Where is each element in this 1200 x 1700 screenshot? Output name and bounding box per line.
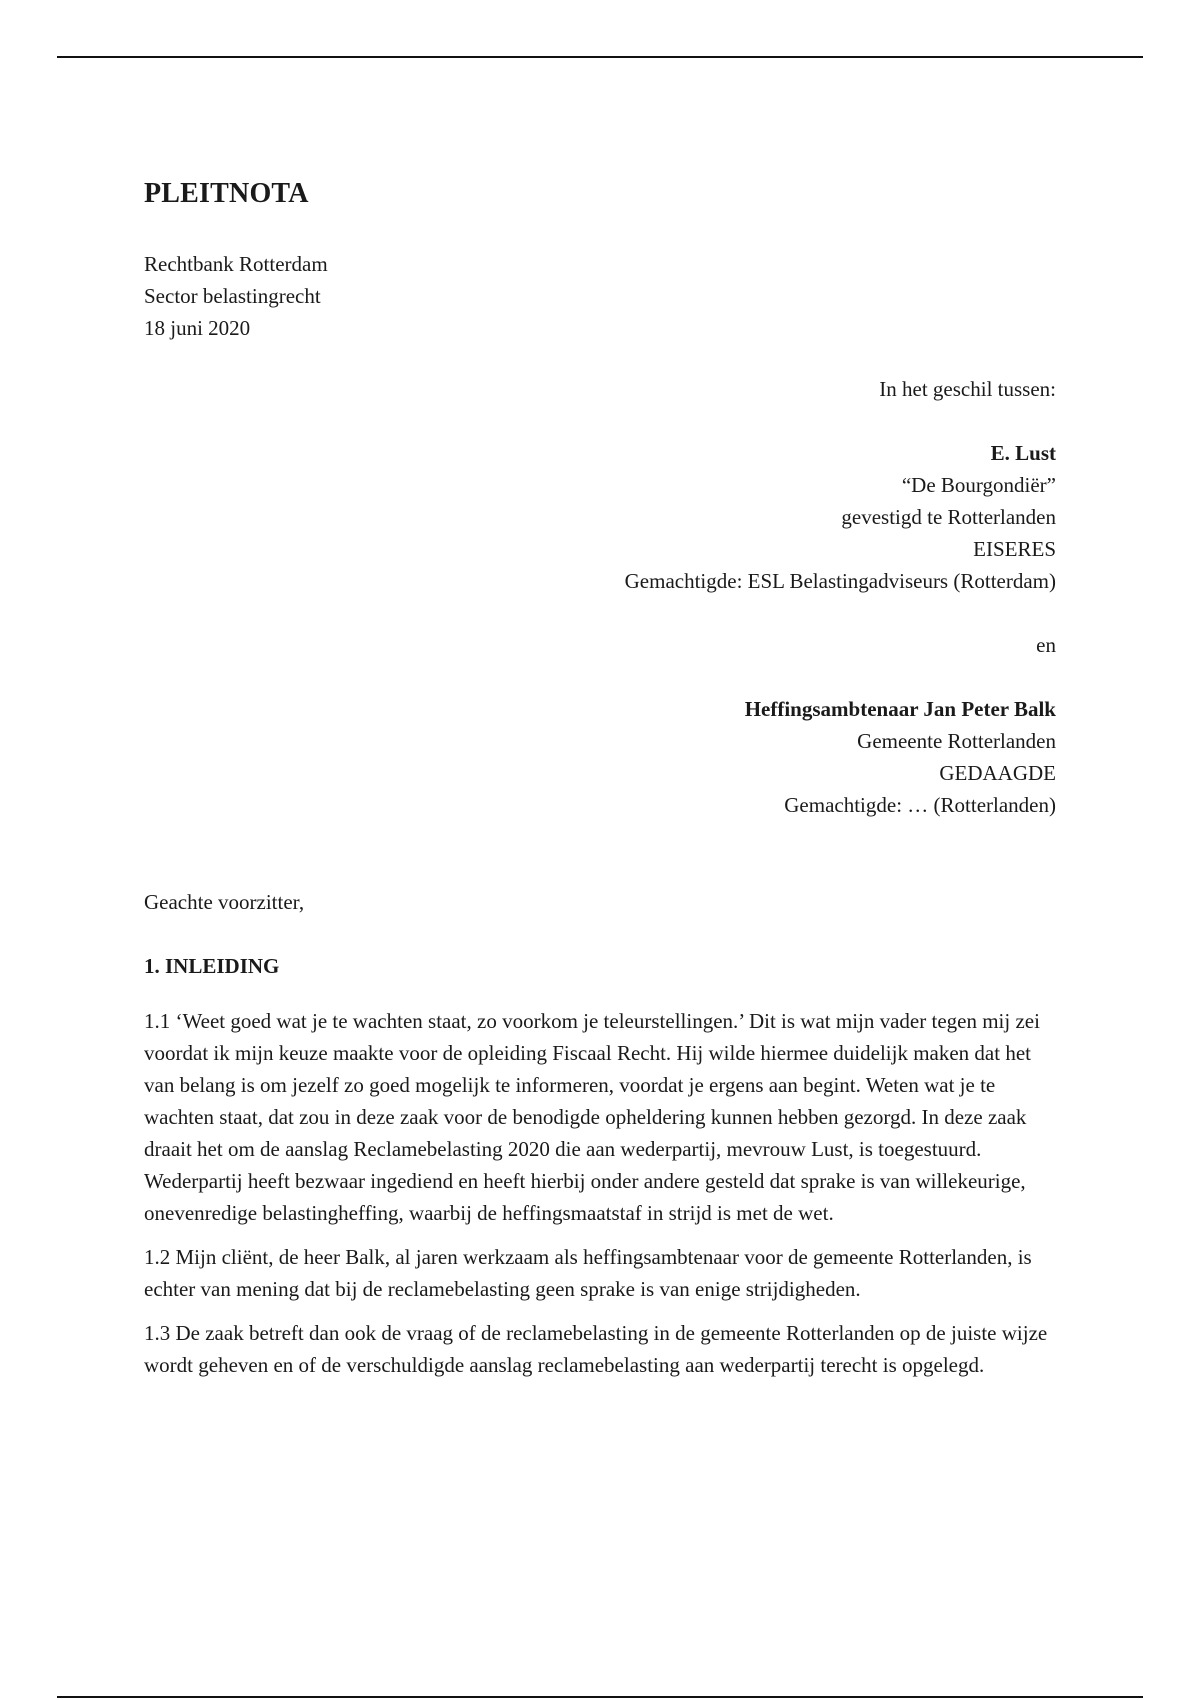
top-rule xyxy=(57,56,1143,58)
plaintiff-name: E. Lust xyxy=(990,441,1056,465)
bottom-rule xyxy=(57,1696,1143,1698)
paragraph-1-2: 1.2 Mijn cliënt, de heer Balk, al jaren werkzaam als heffingsambtenaar voor de gemeente Rotterlanden, is echter van mening dat bij de reclamebelasting geen sprake is van enige strijdigheden. xyxy=(144,1245,1032,1301)
defendant-municipality: Gemeente Rotterlanden xyxy=(857,729,1056,753)
court-name: Rechtbank Rotterdam xyxy=(144,252,328,276)
defendant-representative: Gemachtigde: … (Rotterlanden) xyxy=(784,793,1056,817)
defendant-name: Heffingsambtenaar Jan Peter Balk xyxy=(744,697,1056,721)
document-title: PLEITNOTA xyxy=(144,178,309,209)
salutation: Geachte voorzitter, xyxy=(144,890,305,914)
dispute-intro: In het geschil tussen: xyxy=(879,377,1056,401)
parties-block xyxy=(144,373,1056,821)
plaintiff-business: “De Bourgondiër” xyxy=(901,473,1056,497)
plaintiff-role: EISERES xyxy=(973,537,1056,561)
body-text xyxy=(144,1005,1056,1393)
defendant-role: GEDAAGDE xyxy=(939,761,1056,785)
section-heading: 1. INLEIDING xyxy=(144,954,280,978)
conjunction: en xyxy=(1036,633,1056,657)
document-date: 18 juni 2020 xyxy=(144,316,251,340)
paragraph-1-1: 1.1 ‘Weet goed wat je te wachten staat, zo voorkom je teleurstellingen.’ Dit is wat mijn vader tegen mij zei voordat ik mijn keuze maakte voor de opleiding Fiscaal Recht. Hij wilde hiermee duidelijk maken dat het van belang is om jezelf zo goed mogelijk te informeren, voordat je ergens aan begint. Weten wat je te wachten staat, dat zou in deze zaak voor de benodigde opheldering kunnen hebben gezorgd. In deze zaak draait het om de aanslag Reclamebelasting 2020 die aan wederpartij, mevrouw Lust, is toegestuurd. Wederpartij heeft bezwaar ingediend en heeft hierbij onder andere gesteld dat sprake is van willekeurige, onevenredige belastingheffing, waarbij de heffingsmaatstaf in strijd is met de wet. xyxy=(144,1009,1040,1225)
plaintiff-location: gevestigd te Rotterlanden xyxy=(841,505,1056,529)
paragraph-1-3: 1.3 De zaak betreft dan ook de vraag of de reclamebelasting in de gemeente Rotterlanden op de juiste wijze wordt geheven en of de verschuldigde aanslag reclamebelasting aan wederpartij terecht is opgelegd. xyxy=(144,1321,1048,1377)
court-sector: Sector belastingrecht xyxy=(144,284,321,308)
plaintiff-representative: Gemachtigde: ESL Belastingadviseurs (Rotterdam) xyxy=(624,569,1056,593)
court-info xyxy=(144,248,328,344)
